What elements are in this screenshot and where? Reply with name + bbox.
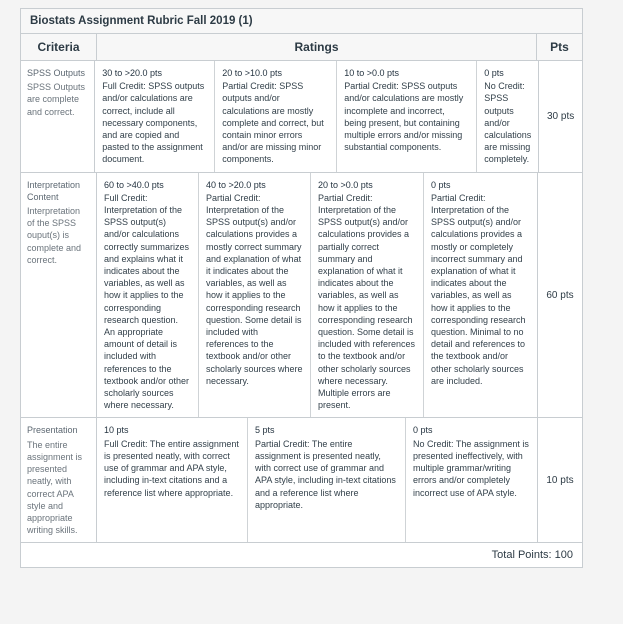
- rating-points-range: 30 to >20.0 pts: [102, 68, 163, 78]
- rating-description: No Credit: The assignment is presented ineffectively, with multiple grammar/writing errors and/or completely incorrect use of APA style.: [413, 438, 529, 498]
- rating-description: Partial Credit: Interpretation of the SPSS output(s) and/or calculations provides a mostly correct summary and explanation of what it indicates about the variables, as well as how it applies to the corresponding research question. Some detail is included with references to the textbook and/or other scholarly sources where necessary.: [206, 192, 303, 386]
- rating-description: Partial Credit: The entire assignment is presented neatly, with correct use of grammar and APA style, including in-text citations and a reference list where appropriate.: [255, 438, 396, 510]
- rubric-title: Biostats Assignment Rubric Fall 2019 (1): [21, 9, 582, 34]
- rubric-header-row: [21, 34, 582, 61]
- criterion-title: SPSS Outputs: [27, 68, 86, 78]
- criterion-description: SPSS Outputs are complete and correct.: [27, 82, 86, 117]
- criterion-description: Interpretation of the SPSS ouput(s) is complete and correct.: [27, 206, 82, 265]
- rating-cell: [477, 61, 538, 172]
- row-points: 30 pts: [538, 61, 582, 172]
- rating-points-range: 0 pts: [484, 68, 504, 78]
- rating-points-range: 20 to >0.0 pts: [318, 179, 373, 190]
- ratings-cells: [97, 173, 537, 418]
- rating-points-range: 10 to >0.0 pts: [344, 68, 400, 78]
- rating-cell: [424, 173, 537, 418]
- rating-cell: [199, 173, 311, 418]
- rating-description: Partial Credit: Interpretation of the SPSS output(s) and/or calculations provides a partially correct summary and explanation of what it indicates about the variables, as well as how it applies to the corresponding research question. Some detail is included with references to the textbook and/or other scholarly sources where necessary. Multiple errors are present.: [318, 192, 416, 411]
- criterion-title: Presentation: [27, 425, 78, 436]
- total-points-row: [21, 542, 582, 567]
- rating-description: Partial Credit: SPSS outputs and/or calculations are mostly complete and correct, but contain minor errors and/or are missing minor components.: [222, 81, 324, 165]
- row-points: 10 pts: [537, 418, 582, 542]
- rubric-table: [20, 8, 583, 568]
- rating-points-range: 20 to >10.0 pts: [222, 68, 283, 78]
- criterion-cell: [21, 173, 97, 418]
- total-points-label: Total Points: 100: [491, 549, 573, 562]
- rating-cell: [337, 61, 477, 172]
- rating-description: Full Credit: The entire assignment is presented neatly, with correct use of grammar and APA style, including in-text citations and a reference list where appropriate.: [104, 438, 239, 498]
- criterion-title: Interpretation Content: [27, 179, 81, 202]
- rating-cell: [248, 418, 406, 542]
- rating-cell: [406, 418, 537, 542]
- rating-cell: [311, 173, 424, 418]
- ratings-cells: [97, 418, 537, 542]
- rating-points-range: 0 pts: [431, 179, 451, 190]
- column-header-ratings: Ratings: [97, 34, 537, 60]
- rating-points-range: 60 to >40.0 pts: [104, 179, 164, 190]
- rating-description: Full Credit: SPSS outputs and/or calculations are correct, include all necessary components, and are copied and pasted to the assignment document.: [102, 81, 205, 165]
- rating-description: Partial Credit: Interpretation of the SPSS output(s) and/or calculations provides a mostly or completely incorrect summary and explanation of what it indicates about the variables, as well as how it applies to the corresponding research question. Minimal to no detail and references to the textbook and/or other scholarly sources are included.: [431, 192, 526, 386]
- column-header-pts: Pts: [550, 40, 569, 54]
- rating-description: No Credit: SPSS outputs and/or calculations are missing completely.: [484, 81, 532, 165]
- rating-cell: [215, 61, 337, 172]
- rating-points-range: 40 to >20.0 pts: [206, 179, 266, 190]
- criterion-cell: [21, 418, 97, 542]
- criterion-row: [21, 418, 582, 542]
- rating-points-range: 0 pts: [413, 425, 433, 436]
- column-header-criteria: Criteria: [21, 34, 97, 60]
- criterion-row: [21, 173, 582, 419]
- criterion-row: [21, 61, 582, 173]
- rating-cell: [97, 173, 199, 418]
- rating-cell: [97, 418, 248, 542]
- rating-points-range: 5 pts: [255, 425, 275, 436]
- rubric-rows: [21, 61, 582, 542]
- row-points: 60 pts: [537, 173, 582, 418]
- criterion-description: The entire assignment is presented neatly, with correct APA style and appropriate writing skills.: [27, 439, 83, 536]
- ratings-cells: [95, 61, 538, 172]
- rating-description: Partial Credit: SPSS outputs and/or calculations are mostly incomplete and incorrect, being present, but containing multiple errors and/or missing substantial components.: [344, 81, 464, 153]
- criterion-cell: [21, 61, 95, 172]
- rating-points-range: 10 pts: [104, 425, 129, 436]
- rating-description: Full Credit: Interpretation of the SPSS output(s) and/or calculations correctly summarizes and explains what it indicates about the variables, as well as how it applies to the corresponding research question. An appropriate amount of detail is included with references to the textbook and/or other scholarly sources where necessary.: [104, 192, 190, 411]
- rating-cell: [95, 61, 215, 172]
